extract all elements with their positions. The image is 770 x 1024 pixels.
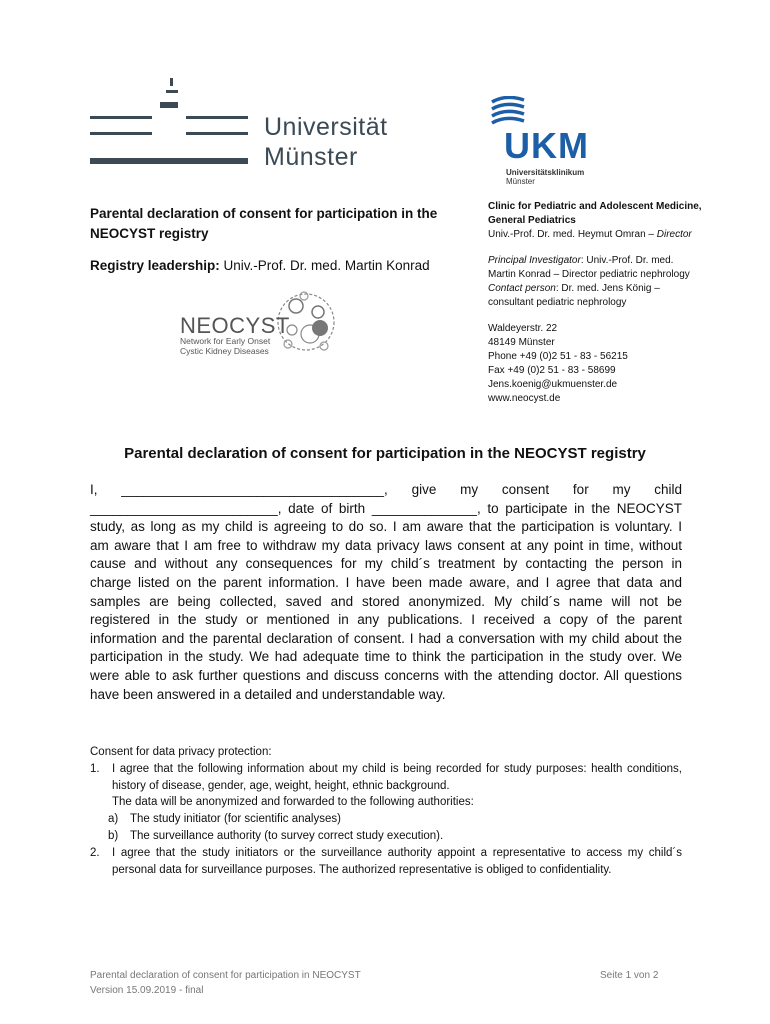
ukm-sub1: Universitätsklinikum [506,168,585,177]
registry-leadership-label: Registry leadership: [90,258,220,273]
address-fax: Fax +49 (0)2 51 - 83 - 58699 [488,365,616,376]
pi-label: Principal Investigator [488,255,581,266]
consent-item-2-number: 2. [90,846,100,859]
clinic-name-line1: Clinic for Pediatric and Adolescent Medicine, [488,201,702,212]
registry-leadership [90,257,470,275]
contact-line [488,282,718,296]
consent-item-1-number: 1. [90,762,100,775]
header-title: Parental declaration of consent for participation in the NEOCYST registry [90,206,438,241]
contact-line2: consultant pediatric nephrology [488,297,627,308]
director-name: Univ.-Prof. Dr. med. Heymut Omran – [488,229,657,240]
university-logo-mark [90,76,260,176]
body-line: I, ___________________________________, give my consent for my child [90,482,682,497]
ukm-logo [486,96,596,188]
body-line: samples are being collected, saved and stored anonymized. My child´s name will not be [90,593,682,609]
contact-value: : Dr. med. Jens König – [555,283,660,294]
consent-item-2 [90,845,682,879]
university-muenster-logo [90,76,410,176]
contact-info-column [488,200,718,406]
consent-sub-a-label: a) [108,813,119,826]
body-line: have been answered in a detailed and understandable way. [90,686,446,702]
body-line: were able to ask further questions and discuss concerns with the attending doctor. All questions [90,667,682,683]
body-line: _________________________, date of birth ______________, to participate in the NEOCYST [90,500,682,516]
university-name-line2: Münster [264,143,358,171]
contact-label: Contact person [488,283,556,294]
address-phone: Phone +49 (0)2 51 - 83 - 56215 [488,351,628,362]
neocyst-logo [178,284,338,360]
ukm-sub2: Münster [506,177,535,186]
address-website[interactable]: www.neocyst.de [488,393,561,404]
clinic-name-line2: General Pediatrics [488,215,576,226]
director-line [488,228,718,242]
body-line: participation in the study. We had adequate time to think the participation in the study over. We [90,649,682,665]
main-heading: Parental declaration of consent for participation in the NEOCYST registry [124,445,646,462]
consent-item-1 [90,761,682,845]
university-name-line1: Universität [264,113,388,141]
body-line: information and the parental declaration of consent. I had a conversation with my child about the [90,630,682,646]
consent-paragraph [90,481,682,704]
consent-item-1-text2: The data will be anonymized and forwarded to the following authorities: [112,796,474,809]
address-email[interactable]: Jens.koenig@ukmuenster.de [488,379,618,390]
neocyst-tagline [180,337,270,356]
pi-line2: Martin Konrad – Director pediatric nephrology [488,269,690,280]
consent-sub-a [90,811,682,828]
address-city: 48149 Münster [488,337,555,348]
footer-doc-title: Parental declaration of consent for participation in NEOCYST [90,970,361,981]
page-number: Seite 1 von 2 [600,970,659,981]
body-line: am aware that I am free to withdraw my data privacy laws consent at any point in time, without [90,537,682,553]
footer-version: Version 15.09.2019 - final [90,985,204,996]
consent-sub-a-text: The study initiator (for scientific analyses) [130,813,341,826]
university-name [264,112,388,172]
ukm-name: UKM [504,125,589,166]
neocyst-name: NEOCYST [180,313,290,338]
body-line: study, as long as my child is agreeing to do so. I am aware that the participation is voluntary. I [90,519,682,535]
address-street: Waldeyerstr. 22 [488,323,558,334]
data-privacy-consent [90,744,682,878]
consent-item-2-text: I agree that the study initiators or the surveillance authority appoint a representative to access my child´s personal data for surveillance purposes. The authorized representative is obliged to confidentiality. [112,846,682,876]
director-label: Director [656,229,692,240]
body-line: cause and without any consequences for my child´s treatment by contacting the person in [90,556,682,572]
consent-sub-b-label: b) [108,829,119,842]
neocyst-tagline-line2: Cystic Kidney Diseases [180,345,269,356]
consent-sub-b-text: The surveillance authority (to survey correct study execution). [130,829,444,842]
consent-item-1-text: I agree that the following information about my child is being recorded for study purposes: health conditions, history of disease, gender, age, weight, height, ethnic background. [112,762,682,792]
consent-sub-b [90,828,682,845]
body-line: charge listed on the parent information. I have been made aware, and I agree that data and [90,574,682,590]
body-line: registered in the study or mentioned in any publications. I received a copy of the parent [90,612,682,628]
registry-leadership-value: Univ.-Prof. Dr. med. Martin Konrad [219,258,430,273]
footer-left [90,968,361,998]
pi-line [488,254,718,268]
consent-heading: Consent for data privacy protection: [90,746,272,758]
pi-value: : Univ.-Prof. Dr. med. [580,255,674,266]
neocyst-tagline-line1: Network for Early Onset [180,336,271,346]
